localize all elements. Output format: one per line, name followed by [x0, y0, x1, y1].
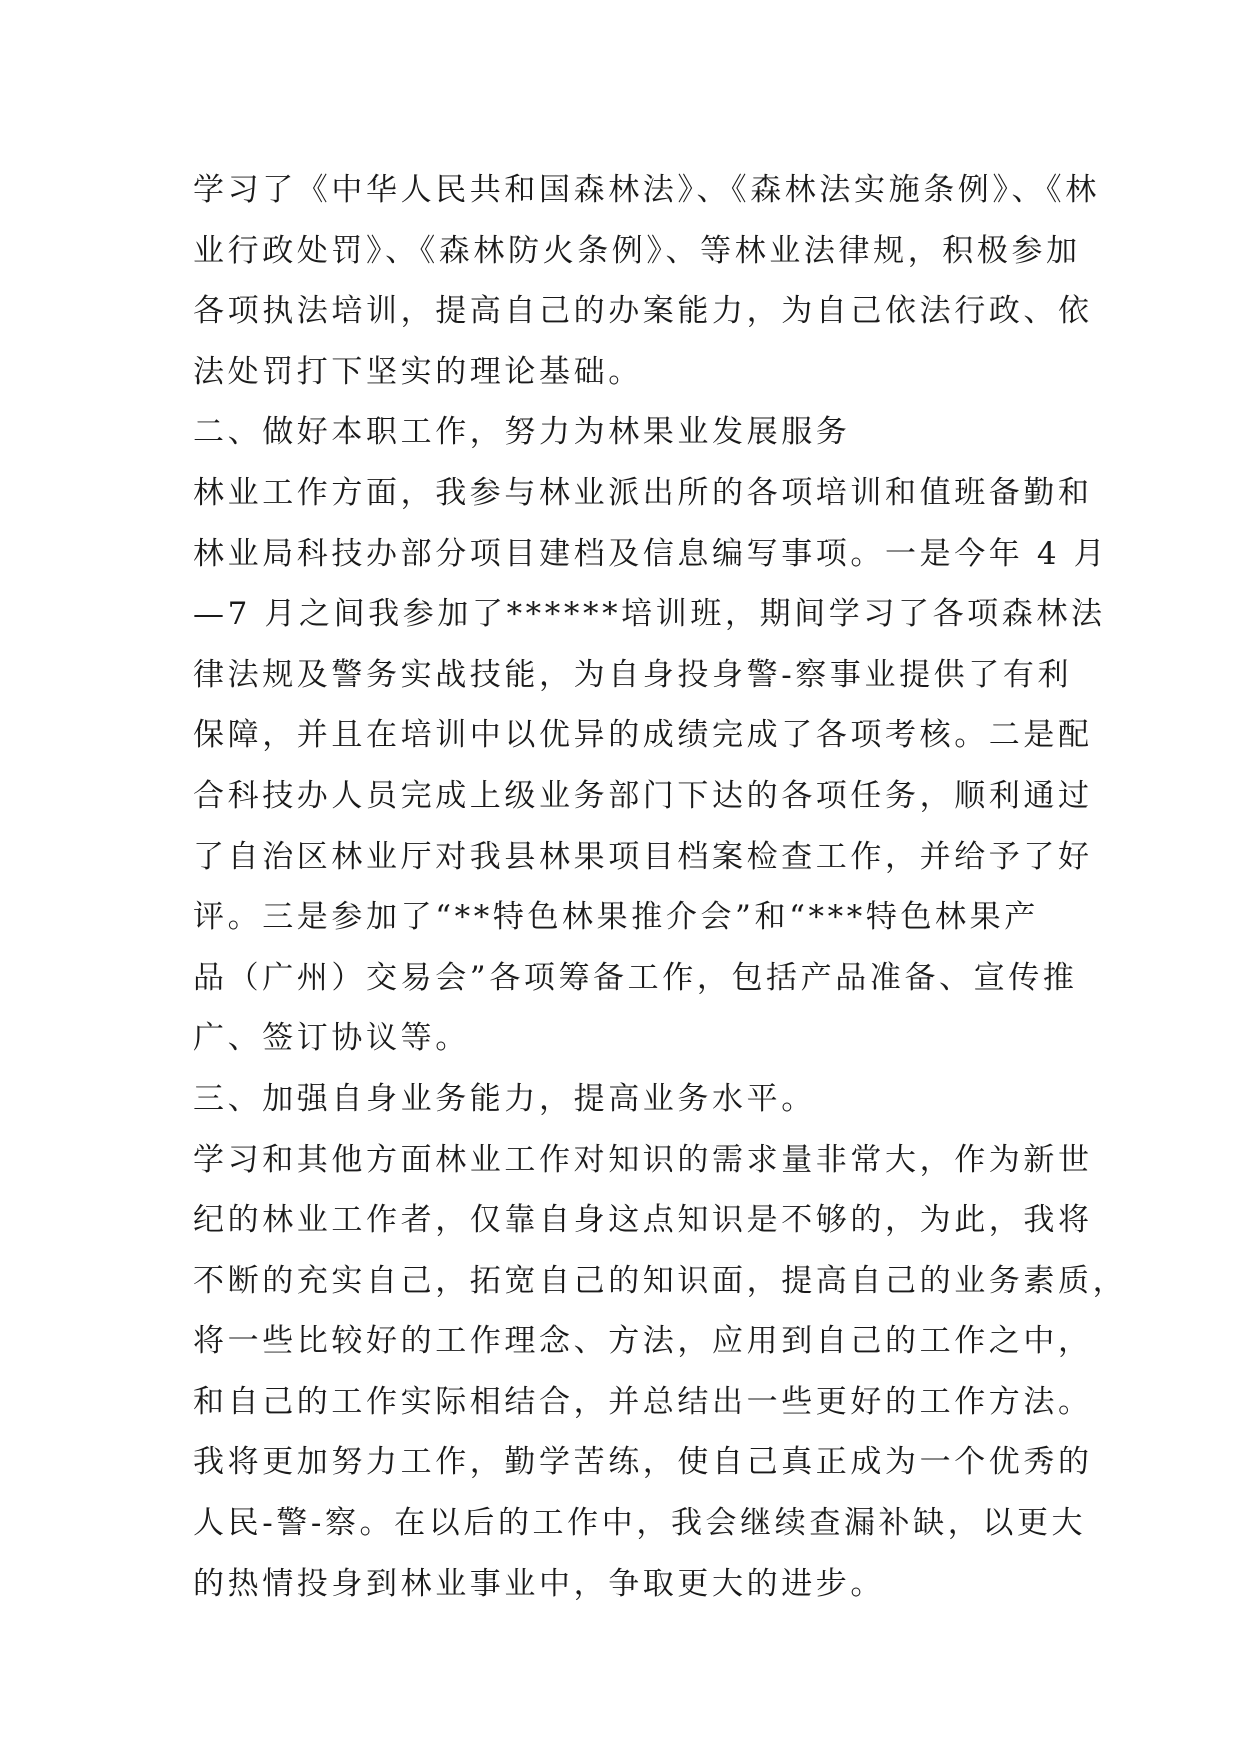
text-line: 评。三是参加了“**特色林果推介会”和“***特色林果产 — [193, 899, 1039, 936]
text-line: 学习和其他方面林业工作对知识的需求量非常大，作为新世 — [193, 1141, 1093, 1178]
text-line: 合科技办人员完成上级业务部门下达的各项任务，顺利通过 — [193, 777, 1093, 814]
section-heading: 三、加强自身业务能力，提高业务水平。 — [193, 1080, 816, 1117]
text-line: 的热情投身到林业事业中，争取更大的进步。 — [193, 1565, 885, 1602]
text-line: 我将更加努力工作，勤学苦练，使自己真正成为一个优秀的 — [193, 1444, 1093, 1481]
text-line: 品（广州）交易会”各项筹备工作，包括产品准备、宣传推 — [193, 959, 1078, 996]
text-line: 保障，并且在培训中以优异的成绩完成了各项考核。二是配 — [193, 717, 1093, 754]
text-line: 各项执法培训，提高自己的办案能力，为自己依法行政、依 — [193, 293, 1093, 330]
text-line: 林业局科技办部分项目建档及信息编写事项。一是今年 4 月 — [193, 535, 1109, 572]
text-line: 林业工作方面，我参与林业派出所的各项培训和值班备勤和 — [193, 474, 1093, 511]
body-text — [193, 160, 1128, 1614]
text-line: 将一些比较好的工作理念、方法，应用到自己的工作之中， — [193, 1323, 1093, 1360]
text-line: 了自治区林业厅对我县林果项目档案检查工作，并给予了好 — [193, 838, 1093, 875]
text-line: 和自己的工作实际相结合，并总结出一些更好的工作方法。 — [193, 1383, 1093, 1420]
section-heading: 二、做好本职工作，努力为林果业发展服务 — [193, 414, 851, 451]
text-line: 学习了《中华人民共和国森林法》、《森林法实施条例》、《林 — [193, 172, 1100, 208]
text-line: —7 月之间我参加了******培训班，期间学习了各项森林法 — [193, 596, 1106, 633]
text-line: 法处罚打下坚实的理论基础。 — [193, 353, 643, 390]
text-line: 律法规及警务实战技能，为自身投身警-察事业提供了有利 — [193, 656, 1073, 693]
text-line: 纪的林业工作者，仅靠自身这点知识是不够的，为此，我将 — [193, 1202, 1093, 1239]
text-line: 广、签订协议等。 — [193, 1020, 470, 1057]
text-line: 不断的充实自己，拓宽自己的知识面，提高自己的业务素质， — [193, 1262, 1128, 1299]
text-line: 业行政处罚》、《森林防火条例》、等林业法律规，积极参加 — [193, 232, 1081, 269]
text-line: 人民-警-察。在以后的工作中，我会继续查漏补缺，以更大 — [193, 1505, 1087, 1542]
